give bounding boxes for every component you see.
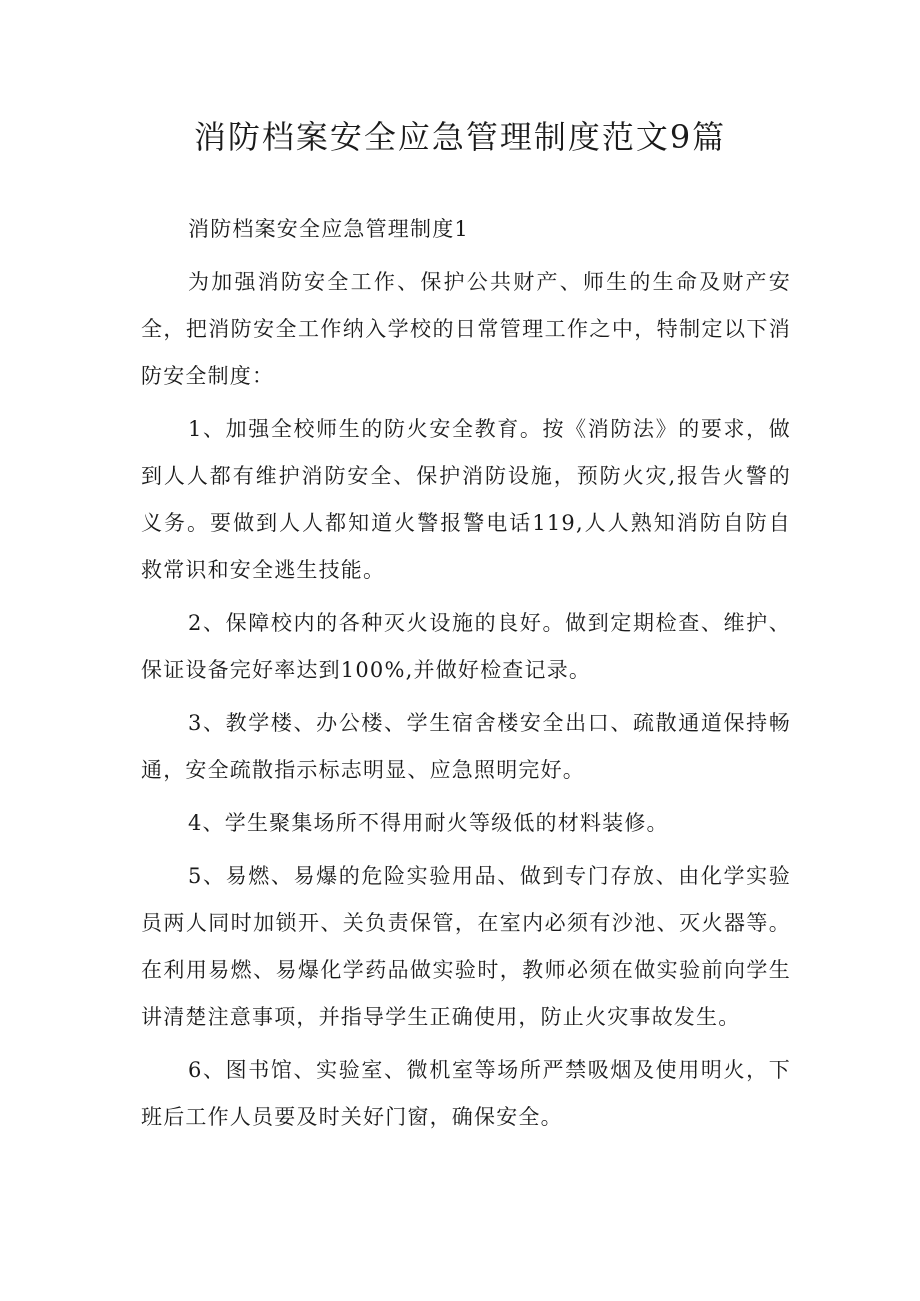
document-body <box>141 206 791 1141</box>
paragraph-item-6: 6、图书馆、实验室、微机室等场所严禁吸烟及使用明火，下班后工作人员要及时关好门窗，确保安全。 <box>141 1058 791 1129</box>
paragraph-item-2: 2、保障校内的各种灭火设施的良好。做到定期检查、维护、保证设备完好率达到100%,并做好检查记录。 <box>141 611 791 682</box>
document-title: 消防档案安全应急管理制度范文9篇 <box>193 118 727 156</box>
paragraph-item-5: 5、易燃、易爆的危险实验用品、做到专门存放、由化学实验员两人同时加锁开、关负责保管，在室内必须有沙池、灭火器等。在利用易燃、易爆化学药品做实验时，教师必须在做实验前向学生讲清楚注意事项，并指导学生正确使用，防止火灾事故发生。 <box>141 864 791 1029</box>
paragraph-item-1: 1、加强全校师生的防火安全教育。按《消防法》的要求，做到人人都有维护消防安全、保护消防设施，预防火灾,报告火警的义务。要做到人人都知道火警报警电话119,人人熟知消防自防自救常识和安全逃生技能。 <box>141 417 791 582</box>
paragraph-item-4: 4、学生聚集场所不得用耐火等级低的材料装修。 <box>188 811 669 835</box>
paragraph-item-3: 3、教学楼、办公楼、学生宿舍楼安全出口、疏散通道保持畅通，安全疏散指示标志明显、应急照明完好。 <box>141 711 791 782</box>
section-heading: 消防档案安全应急管理制度1 <box>188 217 469 241</box>
paragraph-intro: 为加强消防安全工作、保护公共财产、师生的生命及财产安全，把消防安全工作纳入学校的日常管理工作之中，特制定以下消防安全制度： <box>141 270 791 388</box>
